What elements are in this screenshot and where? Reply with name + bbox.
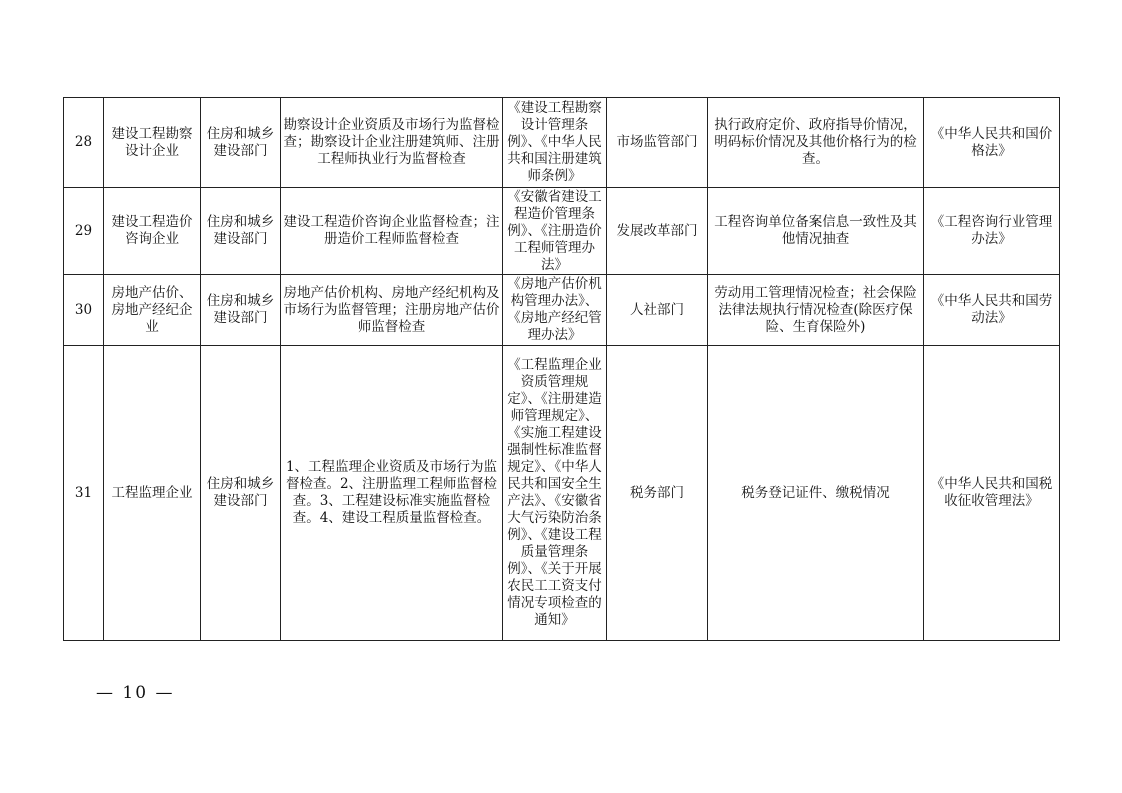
row-number: 29: [64, 188, 104, 275]
table-row: [64, 98, 1060, 188]
inspection-content: 1、工程监理企业资质及市场行为监督检查。2、注册监理工程师监督检查。3、工程建设标准实施监督检查。4、建设工程质量监督检查。: [281, 346, 503, 641]
joint-dept: 发展改革部门: [607, 188, 708, 275]
joint-legal-basis: 《中华人民共和国税收征收管理法》: [924, 346, 1060, 641]
joint-legal-basis: 《中华人民共和国劳动法》: [924, 275, 1060, 346]
table-row: [64, 346, 1060, 641]
inspection-table: [63, 97, 1060, 641]
inspection-content: 房地产估价机构、房地产经纪机构及市场行为监督管理；注册房地产估价师监督检查: [281, 275, 503, 346]
legal-basis: 《工程监理企业资质管理规定》、《注册建造师管理规定》、《实施工程建设强制性标准监督规定》、《中华人民共和国安全生产法》、《安徽省大气污染防治条例》、《建设工程质量管理条例》、《关于开展农民工工资支付情况专项检查的通知》: [503, 346, 607, 641]
joint-inspection-content: 劳动用工管理情况检查；社会保险法律法规执行情况检查(除医疗保险、生育保险外): [708, 275, 924, 346]
row-number: 31: [64, 346, 104, 641]
joint-legal-basis: 《工程咨询行业管理办法》: [924, 188, 1060, 275]
responsible-dept: 住房和城乡建设部门: [201, 98, 281, 188]
legal-basis: 《房地产估价机构管理办法》、《房地产经纪管理办法》: [503, 275, 607, 346]
joint-legal-basis: 《中华人民共和国价格法》: [924, 98, 1060, 188]
joint-inspection-content: 工程咨询单位备案信息一致性及其他情况抽查: [708, 188, 924, 275]
inspection-content: 勘察设计企业资质及市场行为监督检查；勘察设计企业注册建筑师、注册工程师执业行为监督检查: [281, 98, 503, 188]
joint-dept: 税务部门: [607, 346, 708, 641]
joint-dept: 市场监管部门: [607, 98, 708, 188]
responsible-dept: 住房和城乡建设部门: [201, 188, 281, 275]
joint-inspection-content: 税务登记证件、缴税情况: [708, 346, 924, 641]
legal-basis: 《安徽省建设工程造价管理条例》、《注册造价工程师管理办法》: [503, 188, 607, 275]
page-number: — 10 —: [96, 683, 175, 703]
joint-inspection-content: 执行政府定价、政府指导价情况，明码标价情况及其他价格行为的检查。: [708, 98, 924, 188]
responsible-dept: 住房和城乡建设部门: [201, 275, 281, 346]
table-row: [64, 188, 1060, 275]
enterprise-type: 建设工程勘察设计企业: [104, 98, 201, 188]
responsible-dept: 住房和城乡建设部门: [201, 346, 281, 641]
enterprise-type: 工程监理企业: [104, 346, 201, 641]
inspection-content: 建设工程造价咨询企业监督检查；注册造价工程师监督检查: [281, 188, 503, 275]
row-number: 28: [64, 98, 104, 188]
legal-basis: 《建设工程勘察设计管理条例》、《中华人民共和国注册建筑师条例》: [503, 98, 607, 188]
enterprise-type: 建设工程造价咨询企业: [104, 188, 201, 275]
enterprise-type: 房地产估价、房地产经纪企业: [104, 275, 201, 346]
joint-dept: 人社部门: [607, 275, 708, 346]
row-number: 30: [64, 275, 104, 346]
table-row: [64, 275, 1060, 346]
